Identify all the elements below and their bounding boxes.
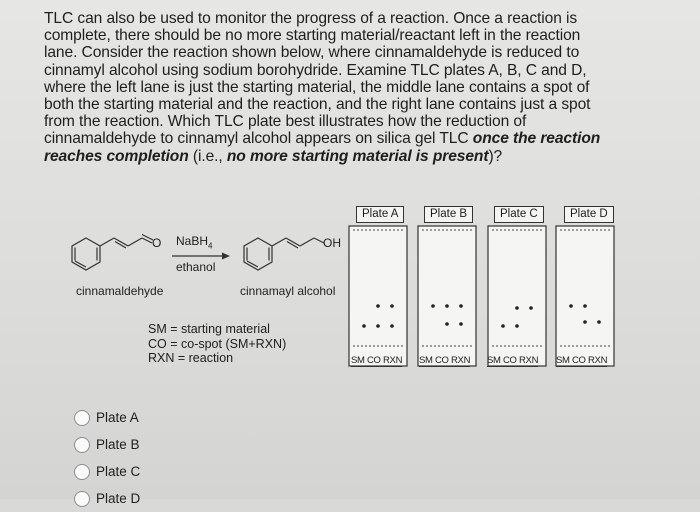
question-emphasis: no more starting material is present <box>226 147 489 165</box>
legend-sm: SM = starting material <box>148 322 270 336</box>
spot <box>569 304 573 308</box>
hydroxyl-group-label: OH <box>323 236 341 250</box>
question-line: from the reaction. Which TLC plate best illustrates how the reduction of <box>44 113 527 131</box>
tlc-plates-drawing <box>345 214 625 370</box>
option-plate-b[interactable] <box>74 431 140 458</box>
reaction-arrow <box>172 253 230 260</box>
plate-c-body <box>488 226 546 366</box>
legend-rxn: RXN = reaction <box>148 351 234 365</box>
reagent-formula: NaBH <box>176 234 209 248</box>
radio-button[interactable] <box>74 464 90 480</box>
spot <box>390 304 394 308</box>
question-text-fragment: (i.e., <box>188 147 227 165</box>
question-line: cinnamaldehyde to cinnamyl alcohol appears on silica gel TLC <box>44 130 469 148</box>
plate-b-label: Plate B <box>424 206 473 223</box>
spot <box>583 320 587 324</box>
question-line: where the left lane is just the starting material, the middle lane contains a spot of <box>44 78 590 96</box>
abbreviation-legend <box>148 322 286 366</box>
plate-a-lane-labels: SM CO RXN <box>351 355 403 366</box>
spot <box>362 324 366 328</box>
radio-button[interactable] <box>74 410 90 426</box>
reaction-scheme <box>62 212 362 292</box>
spot <box>583 304 587 308</box>
question-line: cinnamyl alcohol using sodium borohydride. Examine TLC plates A, B, C and D, <box>44 61 587 79</box>
answer-options <box>74 404 140 512</box>
plate-c-label: Plate C <box>494 206 544 223</box>
reagent-label <box>176 234 212 250</box>
question-line: TLC can also be used to monitor the progress of a reaction. Once a reaction is <box>44 10 578 27</box>
plate-b-body <box>418 226 476 366</box>
spot <box>597 320 601 324</box>
question-emphasis: reaches completion <box>44 147 189 165</box>
spot <box>515 306 519 310</box>
spot <box>445 304 449 308</box>
plate-a-label: Plate A <box>356 206 404 223</box>
question-line-9 <box>44 148 674 165</box>
option-label: Plate C <box>96 464 141 479</box>
spot <box>529 306 533 310</box>
plate-d-lane-labels: SM CO RXN <box>556 355 608 366</box>
plate-d-label: Plate D <box>564 206 614 223</box>
option-label: Plate B <box>96 437 140 452</box>
spot <box>431 304 435 308</box>
legend-co: CO = co-spot (SM+RXN) <box>148 336 287 351</box>
product-name: cinnamayl alcohol <box>240 284 336 298</box>
spot <box>445 322 449 326</box>
option-label: Plate A <box>96 410 139 425</box>
spot <box>459 304 463 308</box>
question-line: both the starting material and the reaction, and the right lane contains just a spot <box>44 96 591 114</box>
question-line-8 <box>44 130 674 147</box>
spot <box>376 324 380 328</box>
starting-material-name: cinnamaldehyde <box>76 284 164 298</box>
radio-button[interactable] <box>74 437 90 453</box>
spot <box>390 324 394 328</box>
aldehyde-oxygen-label: O <box>152 236 162 250</box>
spot <box>459 322 463 326</box>
spot <box>376 304 380 308</box>
solvent-label: ethanol <box>176 260 216 274</box>
plate-a-body <box>349 226 407 366</box>
cinnamyl-alcohol-structure <box>244 238 324 270</box>
spot <box>501 324 505 328</box>
question-text-fragment: )? <box>488 147 503 165</box>
option-label: Plate D <box>96 491 141 506</box>
option-plate-c[interactable] <box>74 458 140 485</box>
spot <box>515 324 519 328</box>
question-emphasis: once the reaction <box>472 130 601 148</box>
plate-b-lane-labels: SM CO RXN <box>419 355 471 366</box>
option-plate-a[interactable] <box>74 404 140 431</box>
question-line: lane. Consider the reaction shown below, where cinnamaldehyde is reduced to <box>44 44 580 62</box>
reagent-subscript: 4 <box>208 241 213 251</box>
plate-d-body <box>556 226 614 366</box>
plate-c-lane-labels: SM CO RXN <box>487 355 539 366</box>
cinnamaldehyde-structure <box>72 235 153 271</box>
question-text <box>44 10 674 165</box>
question-line: complete, there should be no more starting material/reactant left in the reaction <box>44 27 581 45</box>
